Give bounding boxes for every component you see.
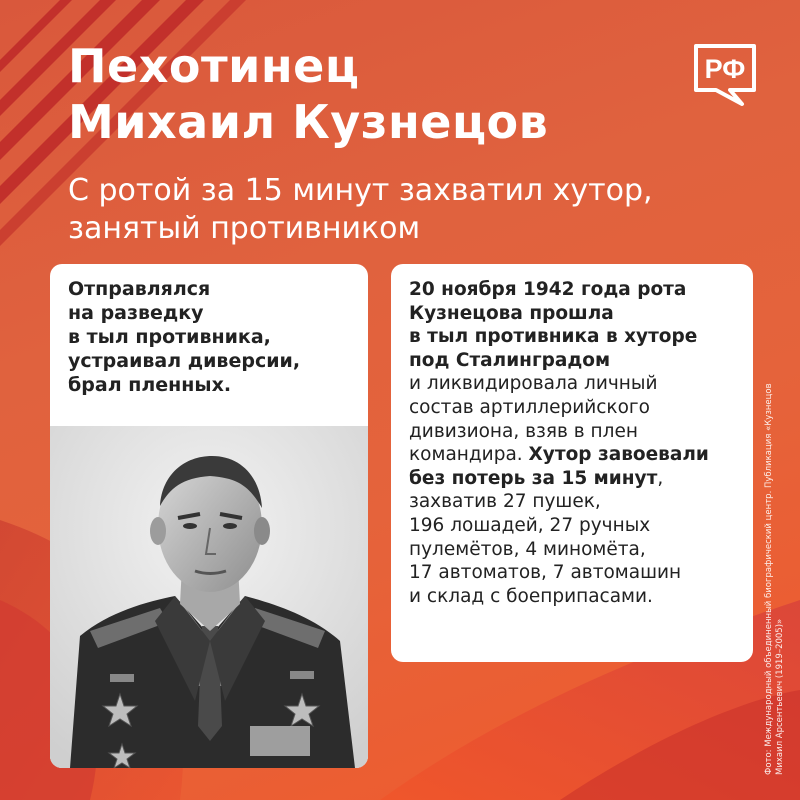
left-line-2: на разведку — [68, 302, 204, 324]
right-card — [391, 264, 753, 662]
left-card-text — [68, 277, 300, 397]
right-line-9 — [409, 467, 709, 491]
right-line-5: и ликвидировала личный — [409, 373, 658, 395]
credit-line-1: Фото: Международный объединенный биографический центр. Публикация «Кузнецов — [764, 383, 774, 775]
right-line-8a: командира. — [409, 444, 523, 466]
right-line-6: состав артиллерийского — [409, 396, 650, 418]
subtitle — [68, 172, 708, 248]
portrait-photo — [50, 426, 368, 768]
right-card-text — [409, 278, 709, 608]
left-line-4: устраивал диверсии, — [68, 350, 301, 372]
right-line-8 — [409, 443, 709, 467]
right-line-9a: без потерь за 15 минут — [409, 467, 658, 489]
right-line-13: 17 автоматов, 7 автомашин — [409, 562, 682, 584]
right-line-7: дивизиона, взяв в плен — [409, 420, 638, 442]
photo-credit-text — [764, 275, 786, 775]
portrait-illustration — [50, 426, 368, 768]
right-line-1: 20 ноября 1942 года рота — [409, 279, 687, 300]
right-line-3: в тыл противника в хуторе — [409, 326, 698, 348]
left-line-3: в тыл противника, — [68, 326, 271, 348]
right-line-4: под Сталинградом — [409, 349, 611, 371]
left-card — [50, 264, 368, 768]
title-line-1: Пехотинец — [68, 39, 360, 93]
title-line-2: Михаил Кузнецов — [68, 95, 549, 149]
left-line-5: брал пленных. — [68, 374, 232, 396]
right-line-11: 196 лошадей, 27 ручных — [409, 514, 651, 536]
subtitle-line-2: занятый противником — [68, 211, 421, 246]
subtitle-line-1: С ротой за 15 минут захватил хутор, — [68, 173, 653, 208]
right-line-8b: Хутор завоевали — [528, 444, 709, 466]
right-line-14: и склад с боеприпасами. — [409, 585, 653, 607]
left-line-1: Отправлялся — [68, 278, 211, 300]
right-line-12: пулемётов, 4 миномёта, — [409, 538, 646, 560]
right-line-9b: , — [657, 467, 664, 489]
credit-line-2: Михаил Арсентьевич (1919–2005)» — [775, 618, 785, 775]
page-title — [68, 38, 548, 150]
logo-text: РФ — [704, 54, 746, 84]
photo-credit — [764, 275, 788, 775]
rf-logo-icon — [690, 40, 760, 110]
right-line-2: Кузнецова прошла — [409, 302, 614, 324]
right-line-10: захватив 27 пушек, — [409, 491, 601, 513]
